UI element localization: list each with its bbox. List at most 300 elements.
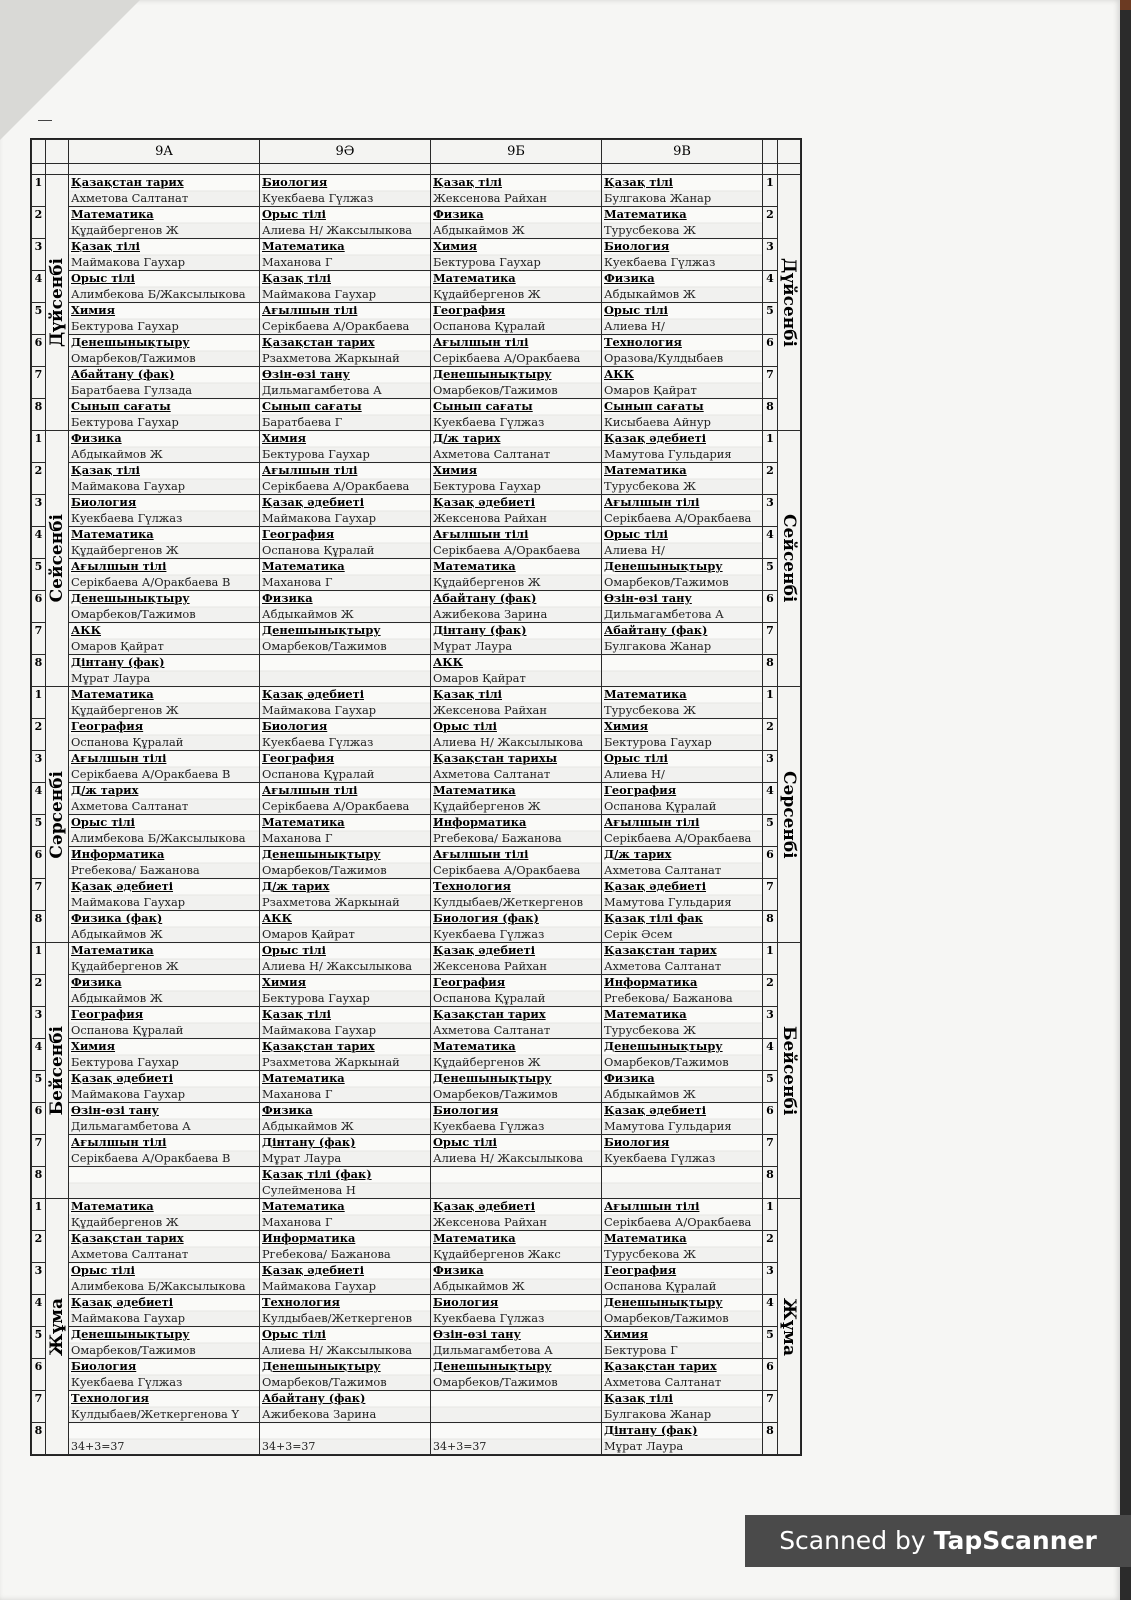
lesson-number: 2	[32, 1231, 46, 1263]
teacher-name: Турусбекова Ж	[604, 1247, 696, 1261]
subject-name: Қазақ әдебиеті	[433, 943, 536, 957]
teacher-name: Омаров Қайрат	[262, 927, 355, 941]
schedule-cell	[69, 1423, 260, 1455]
lesson-number-right: 2	[763, 1231, 778, 1263]
teacher-name: Омарбеков/Тажимов	[433, 383, 558, 397]
subject-name: Информатика	[71, 847, 165, 861]
schedule-cell	[602, 623, 763, 655]
teacher-name: Серікбаева А/Оракбаева	[262, 479, 410, 493]
subject-name: Сынып сағаты	[433, 399, 533, 413]
lesson-row	[32, 559, 801, 591]
subject-name: Д/ж тарих	[433, 431, 501, 445]
teacher-name: Жексенова Райхан	[433, 511, 547, 525]
teacher-name: Омарбеков/Тажимов	[604, 1311, 729, 1325]
subject-name: Физика	[604, 1071, 655, 1085]
lesson-number: 3	[32, 751, 46, 783]
schedule-cell	[431, 463, 602, 495]
subject-name: Химия	[71, 1039, 116, 1053]
schedule-cell	[602, 367, 763, 399]
schedule-cell	[431, 1327, 602, 1359]
lesson-row	[32, 271, 801, 303]
lesson-number-right: 5	[763, 1071, 778, 1103]
schedule-cell	[431, 1423, 602, 1455]
subject-name: Сынып сағаты	[262, 399, 362, 413]
schedule-cell	[260, 1071, 431, 1103]
lesson-number-right: 7	[763, 623, 778, 655]
subject-name: Физика	[262, 591, 313, 605]
schedule-cell	[431, 367, 602, 399]
schedule-cell	[431, 591, 602, 623]
lesson-number: 7	[32, 1391, 46, 1423]
subject-name: Д/ж тарих	[262, 879, 330, 893]
lesson-number: 2	[32, 463, 46, 495]
schedule-cell	[260, 1135, 431, 1167]
schedule-cell	[260, 1359, 431, 1391]
subject-name: Биология	[71, 495, 137, 509]
subject-name: Математика	[604, 463, 687, 477]
lesson-row	[32, 847, 801, 879]
subject-name: Өзін-өзі тану	[604, 591, 692, 605]
schedule-cell	[69, 1103, 260, 1135]
teacher-name: Маханова Г	[262, 1215, 333, 1229]
teacher-name: Дильмагамбетова А	[604, 607, 724, 621]
schedule-cell	[602, 1167, 763, 1199]
subject-name: Физика	[433, 1263, 484, 1277]
teacher-name: Ахметова Салтанат	[71, 799, 189, 813]
teacher-name: Алимбекова Б/Жаксылыкова	[71, 831, 246, 845]
schedule-cell	[602, 1295, 763, 1327]
subject-name: Денешынықтыру	[71, 591, 190, 605]
teacher-name: Серікбаева А/Оракбаева	[433, 543, 581, 557]
schedule-cell	[431, 687, 602, 719]
schedule-cell	[260, 1007, 431, 1039]
class-header-9b: 9Б	[431, 140, 602, 164]
subject-name: Математика	[262, 815, 345, 829]
teacher-name: Куекбаева Гүлжаз	[433, 1119, 545, 1133]
lesson-row	[32, 911, 801, 943]
teacher-name: Құдайбергенов Ж	[433, 575, 541, 589]
schedule-cell	[602, 687, 763, 719]
subject-name: Денешынықтыру	[262, 847, 381, 861]
subject-name: Орыс тілі	[433, 719, 497, 733]
subject-name: Орыс тілі	[71, 815, 135, 829]
subject-name	[431, 1391, 601, 1407]
teacher-name: Омаров Қайрат	[604, 383, 697, 397]
lesson-number-right: 3	[763, 1263, 778, 1295]
lesson-number-right: 3	[763, 751, 778, 783]
lesson-number-right: 4	[763, 527, 778, 559]
schedule-cell	[602, 271, 763, 303]
teacher-name: Жексенова Райхан	[433, 191, 547, 205]
day-label-left	[46, 175, 69, 431]
subject-name: Қазақстан тарих	[71, 1231, 184, 1245]
schedule-cell	[69, 399, 260, 431]
day-label-right	[778, 1199, 801, 1455]
subject-name: Биология	[604, 1135, 670, 1149]
subject-name: Денешынықтыру	[433, 367, 552, 381]
teacher-name: Алимбекова Б/Жаксылыкова	[71, 1279, 246, 1293]
teacher-name: Маймакова Гаухар	[71, 1087, 186, 1101]
schedule-cell	[431, 399, 602, 431]
teacher-name: Маханова Г	[262, 255, 333, 269]
lesson-number-right: 1	[763, 687, 778, 719]
teacher-name: Ахметова Салтанат	[604, 959, 722, 973]
schedule-cell	[602, 431, 763, 463]
schedule-cell	[431, 495, 602, 527]
subject-name: Математика	[262, 1071, 345, 1085]
teacher-name: Куекбаева Гүлжаз	[71, 1375, 183, 1389]
lesson-row	[32, 1199, 801, 1231]
subject-name: Қазақстан тарих	[71, 175, 184, 189]
lesson-row	[32, 1135, 801, 1167]
schedule-cell	[260, 367, 431, 399]
lesson-number-right: 8	[763, 911, 778, 943]
teacher-name: Абдыкаймов Ж	[604, 287, 696, 301]
subject-name: Химия	[262, 975, 307, 989]
subject-name: Денешынықтыру	[262, 623, 381, 637]
subject-name: Өзін-өзі тану	[433, 1327, 521, 1341]
lesson-number-right: 6	[763, 335, 778, 367]
subject-name: Д/ж тарих	[71, 783, 139, 797]
teacher-name: Турусбекова Ж	[604, 1023, 696, 1037]
schedule-cell	[260, 1167, 431, 1199]
schedule-cell	[602, 463, 763, 495]
teacher-name: Дильмагамбетова А	[262, 383, 382, 397]
schedule-cell	[260, 175, 431, 207]
teacher-name: Омарбеков/Тажимов	[262, 863, 387, 877]
subject-name: Информатика	[604, 975, 698, 989]
schedule-cell	[260, 1231, 431, 1263]
subject-name: Ағылшын тілі	[71, 559, 167, 573]
subject-name: Ағылшын тілі	[262, 303, 358, 317]
subject-name: Ағылшын тілі	[433, 847, 529, 861]
lesson-number: 1	[32, 175, 46, 207]
lesson-number-right: 5	[763, 303, 778, 335]
teacher-name: Абдыкаймов Ж	[71, 991, 163, 1005]
schedule-cell	[69, 687, 260, 719]
subject-name	[431, 1423, 601, 1439]
day-name: Бейсенбі	[779, 1025, 799, 1116]
schedule-cell	[602, 1039, 763, 1071]
teacher-name: Мамутова Гульдария	[604, 895, 732, 909]
schedule-cell	[431, 879, 602, 911]
subject-name: Физика	[71, 431, 122, 445]
schedule-cell	[602, 879, 763, 911]
teacher-name: Омарбеков/Тажимов	[71, 607, 196, 621]
subject-name: Дінтану (фак)	[262, 1135, 356, 1149]
lesson-row	[32, 1391, 801, 1423]
lesson-row	[32, 335, 801, 367]
lesson-number-right: 5	[763, 1327, 778, 1359]
subject-name: Денешынықтыру	[604, 1039, 723, 1053]
teacher-name: Мамутова Гульдария	[604, 447, 732, 461]
teacher-name: Кулдыбаев/Жеткергенова Ү	[71, 1407, 239, 1421]
teacher-name: Оспанова Құралай	[433, 319, 546, 333]
schedule-cell	[602, 1135, 763, 1167]
subject-name: Қазақстан тарих	[262, 335, 375, 349]
subject-name: Математика	[71, 687, 154, 701]
teacher-name: Маханова Г	[262, 575, 333, 589]
lesson-row	[32, 879, 801, 911]
lesson-number-right: 4	[763, 1295, 778, 1327]
lesson-number: 6	[32, 591, 46, 623]
schedule-cell	[431, 303, 602, 335]
lesson-row	[32, 1359, 801, 1391]
schedule-table	[30, 138, 802, 1456]
schedule-cell	[260, 463, 431, 495]
schedule-cell	[602, 1103, 763, 1135]
lesson-row	[32, 239, 801, 271]
schedule-cell	[260, 655, 431, 687]
schedule-cell	[260, 335, 431, 367]
teacher-name: Бектурова Гаухар	[604, 735, 712, 749]
lesson-row	[32, 175, 801, 207]
teacher-name: Оспанова Құралай	[604, 1279, 717, 1293]
lesson-number: 8	[32, 655, 46, 687]
schedule-cell	[602, 1263, 763, 1295]
lesson-number-right: 2	[763, 463, 778, 495]
lesson-row	[32, 1007, 801, 1039]
subject-name: Математика	[71, 207, 154, 221]
schedule-cell	[260, 207, 431, 239]
subject-name: Математика	[604, 1231, 687, 1245]
schedule-cell	[69, 1295, 260, 1327]
schedule-cell	[260, 687, 431, 719]
lesson-row	[32, 1263, 801, 1295]
teacher-name: Құдайбергенов Ж	[71, 1215, 179, 1229]
teacher-name: Абдыкаймов Ж	[433, 223, 525, 237]
schedule-cell	[602, 783, 763, 815]
schedule-cell	[69, 911, 260, 943]
header-row	[32, 140, 801, 164]
teacher-name: Ажибекова Зарина	[433, 607, 548, 621]
teacher-name: Алиева Н/ Жаксылыкова	[262, 1343, 413, 1357]
subject-name: АКК	[433, 655, 464, 669]
teacher-name: Ахметова Салтанат	[604, 863, 722, 877]
schedule-cell	[260, 943, 431, 975]
subject-name: Информатика	[262, 1231, 356, 1245]
hours-total: 34+3=37	[433, 1440, 487, 1453]
scanner-watermark	[745, 1515, 1131, 1567]
subject-name: Математика	[433, 559, 516, 573]
teacher-name: Оспанова Құралай	[71, 735, 184, 749]
teacher-name: Омарбеков/Тажимов	[71, 351, 196, 365]
subject-name: АКК	[262, 911, 293, 925]
subject-name: Қазақ әдебиеті	[604, 431, 707, 445]
teacher-name: Булгакова Жанар	[604, 1407, 712, 1421]
lesson-number: 6	[32, 847, 46, 879]
lesson-number-right: 1	[763, 175, 778, 207]
schedule-cell	[69, 367, 260, 399]
schedule-cell	[69, 463, 260, 495]
teacher-name: Серікбаева А/Оракбаева В	[71, 767, 231, 781]
subject-name: Ағылшын тілі	[604, 1199, 700, 1213]
teacher-name: Бектурова Гаухар	[433, 479, 541, 493]
teacher-name: Маймакова Гаухар	[262, 511, 377, 525]
lesson-number: 6	[32, 335, 46, 367]
teacher-name: Жексенова Райхан	[433, 959, 547, 973]
schedule-cell	[260, 783, 431, 815]
teacher-name: Алиева Н/ Жаксылыкова	[433, 1151, 584, 1165]
schedule-cell	[69, 303, 260, 335]
schedule-cell	[260, 1295, 431, 1327]
teacher-name: Мұрат Лаура	[604, 1439, 684, 1453]
teacher-name: Омарбеков/Тажимов	[262, 639, 387, 653]
subject-name: География	[262, 527, 335, 541]
subject-name: Биология	[433, 1295, 499, 1309]
schedule-cell	[431, 975, 602, 1007]
lesson-number-right: 6	[763, 591, 778, 623]
subject-name: Ағылшын тілі	[71, 751, 167, 765]
teacher-name: Рзахметова Жаркынай	[262, 1055, 400, 1069]
teacher-name: Рзахметова Жаркынай	[262, 351, 400, 365]
lesson-row	[32, 1039, 801, 1071]
lesson-row	[32, 527, 801, 559]
schedule-cell	[260, 1103, 431, 1135]
schedule-cell	[69, 815, 260, 847]
teacher-name: Құдайбергенов Ж	[71, 223, 179, 237]
teacher-name: Оспанова Құралай	[71, 1023, 184, 1037]
subject-name: Абайтану (фак)	[71, 367, 175, 381]
schedule-cell	[69, 239, 260, 271]
teacher-name: Оспанова Құралай	[262, 543, 375, 557]
schedule-cell	[431, 1391, 602, 1423]
schedule-cell	[602, 815, 763, 847]
teacher-name: Куекбаева Гүлжаз	[433, 415, 545, 429]
lesson-row	[32, 463, 801, 495]
teacher-name: Маханова Г	[262, 831, 333, 845]
schedule-cell	[69, 1135, 260, 1167]
teacher-name: Алиева Н/	[604, 767, 665, 781]
teacher-name: Абдыкаймов Ж	[262, 607, 354, 621]
header-blank-right	[763, 140, 778, 164]
lesson-number-right: 5	[763, 815, 778, 847]
schedule-cell	[431, 239, 602, 271]
teacher-name: Оспанова Құралай	[262, 767, 375, 781]
subject-name: Д/ж тарих	[604, 847, 672, 861]
lesson-row	[32, 719, 801, 751]
schedule-cell	[69, 271, 260, 303]
header-blank-day-right	[778, 140, 801, 164]
teacher-name: Маймакова Гаухар	[71, 479, 186, 493]
schedule-cell	[602, 559, 763, 591]
schedule-cell	[431, 559, 602, 591]
header-blank-left	[32, 140, 46, 164]
schedule-cell	[260, 975, 431, 1007]
day-name: Сәрсенбі	[47, 770, 67, 859]
subject-name: Денешынықтыру	[433, 1071, 552, 1085]
teacher-name: Омарбеков/Тажимов	[71, 1343, 196, 1357]
subject-name: Математика	[604, 1007, 687, 1021]
schedule-cell	[69, 1167, 260, 1199]
subject-name: Физика	[71, 975, 122, 989]
subject-name: Математика	[262, 559, 345, 573]
schedule-cell	[602, 655, 763, 687]
schedule-cell	[260, 399, 431, 431]
subject-name: Математика	[433, 1231, 516, 1245]
schedule-cell	[602, 943, 763, 975]
lesson-row	[32, 943, 801, 975]
lesson-row	[32, 1327, 801, 1359]
lesson-number-right: 7	[763, 1135, 778, 1167]
subject-name: Орыс тілі	[604, 751, 668, 765]
lesson-number-right: 7	[763, 367, 778, 399]
teacher-name: Серікбаева А/Оракбаева	[604, 1215, 752, 1229]
schedule-cell	[602, 175, 763, 207]
lesson-number-right: 1	[763, 1199, 778, 1231]
subject-name: Қазақ тілі	[262, 271, 332, 285]
schedule-cell	[69, 1231, 260, 1263]
subject-name	[602, 655, 762, 671]
lesson-number-right: 4	[763, 783, 778, 815]
lesson-number-right: 8	[763, 1167, 778, 1199]
lesson-row	[32, 207, 801, 239]
teacher-name: Мамутова Гульдария	[604, 1119, 732, 1133]
subject-name: Биология (фак)	[433, 911, 539, 925]
subject-name: Қазақ әдебиеті	[262, 687, 365, 701]
subject-name: Қазақ тілі	[433, 175, 503, 189]
subject-name: География	[71, 1007, 144, 1021]
day-name: Дүйсенбі	[779, 257, 799, 347]
subject-name: Қазақ тілі (фак)	[262, 1167, 372, 1181]
subject-name: Денешынықтыру	[262, 1359, 381, 1373]
schedule-cell	[260, 1199, 431, 1231]
subject-name: Абайтану (фак)	[604, 623, 708, 637]
subject-name: Қазақ тілі	[262, 1007, 332, 1021]
lesson-row	[32, 431, 801, 463]
day-label-right	[778, 943, 801, 1199]
lesson-number: 5	[32, 303, 46, 335]
teacher-name: Маймакова Гаухар	[262, 1023, 377, 1037]
schedule-cell	[260, 1039, 431, 1071]
schedule-cell	[602, 399, 763, 431]
subject-name: Қазақ тілі	[604, 175, 674, 189]
schedule-cell	[69, 623, 260, 655]
teacher-name: Куекбаева Гүлжаз	[433, 1311, 545, 1325]
teacher-name: Ахметова Салтанат	[71, 1247, 189, 1261]
teacher-name: Мұрат Лаура	[262, 1151, 342, 1165]
subject-name: Биология	[433, 1103, 499, 1117]
lesson-row	[32, 1103, 801, 1135]
schedule-cell	[431, 623, 602, 655]
schedule-cell	[69, 1007, 260, 1039]
teacher-name: Бектурова Гаухар	[71, 1055, 179, 1069]
teacher-name: Ргебекова/ Бажанова	[433, 831, 562, 845]
lesson-number: 4	[32, 783, 46, 815]
subject-name: Орыс тілі	[71, 271, 135, 285]
lesson-number: 5	[32, 815, 46, 847]
teacher-name: Ргебекова/ Бажанова	[604, 991, 733, 1005]
lesson-number-right: 8	[763, 1423, 778, 1455]
subject-name: Қазақстан тарих	[604, 1359, 717, 1373]
schedule-cell	[260, 847, 431, 879]
teacher-name: Омарбеков/Тажимов	[433, 1375, 558, 1389]
teacher-name: Ахметова Салтанат	[433, 447, 551, 461]
teacher-name: Дильмагамбетова А	[71, 1119, 191, 1133]
lesson-row	[32, 1071, 801, 1103]
subject-name: Ағылшын тілі	[262, 783, 358, 797]
teacher-name: Кулдыбаев/Жеткергенов	[433, 895, 584, 909]
teacher-name: Омарбеков/Тажимов	[604, 575, 729, 589]
teacher-name: Абдыкаймов Ж	[262, 1119, 354, 1133]
lesson-row	[32, 399, 801, 431]
teacher-name: Куекбаева Гүлжаз	[604, 1151, 716, 1165]
schedule-cell	[431, 943, 602, 975]
schedule-cell	[260, 1327, 431, 1359]
lesson-number: 3	[32, 1007, 46, 1039]
teacher-name: Жексенова Райхан	[433, 703, 547, 717]
lesson-number: 6	[32, 1359, 46, 1391]
